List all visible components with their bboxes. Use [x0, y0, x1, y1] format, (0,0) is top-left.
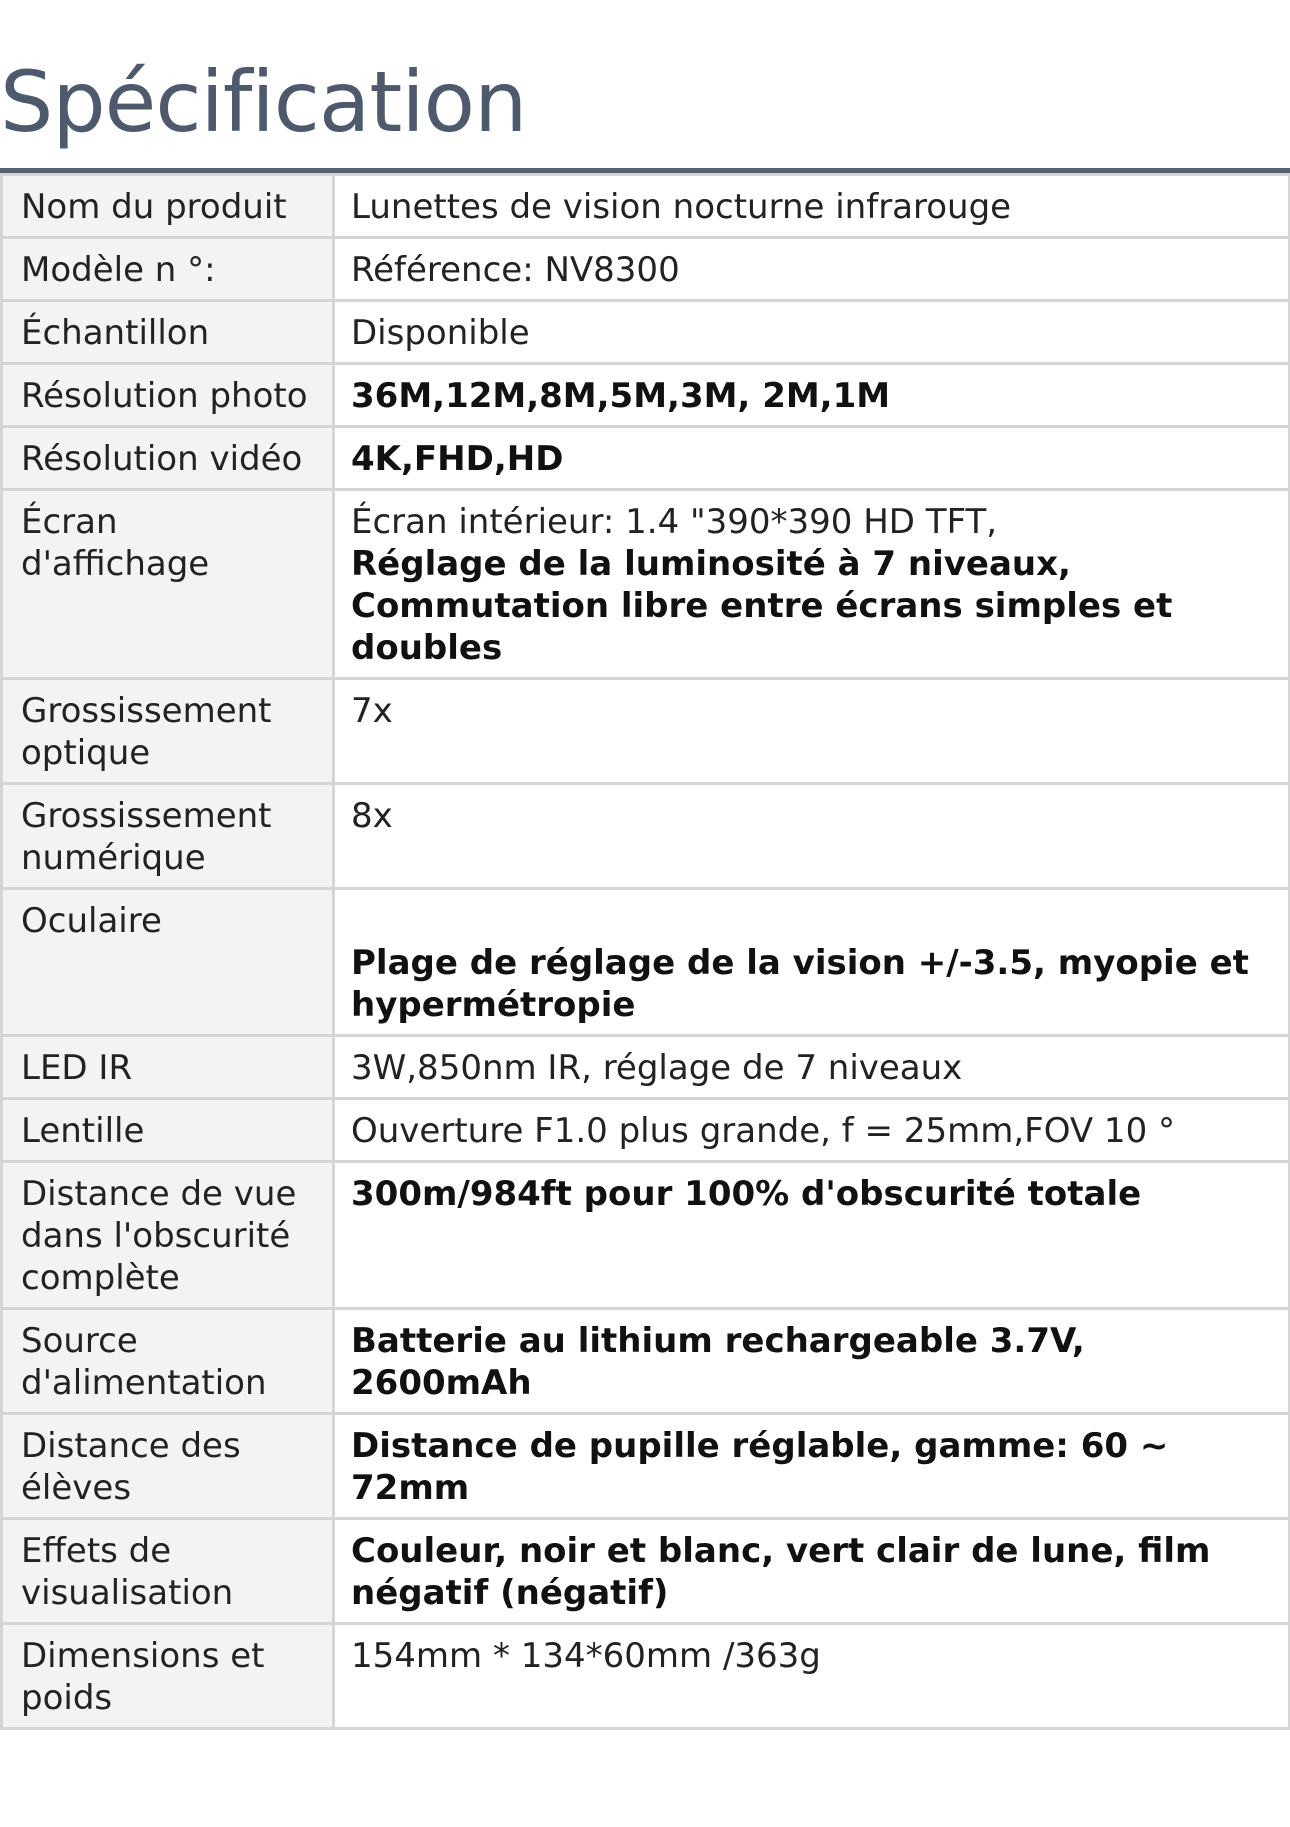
spec-label: Effets de visualisation — [2, 1519, 334, 1624]
spec-value: Disponible — [334, 301, 1290, 364]
spec-value-line: Écran intérieur: 1.4 "390*390 HD TFT, — [351, 502, 998, 542]
spec-value-line: Plage de réglage de la vision +/-3.5, myopie et hypermétropie — [351, 943, 1249, 1025]
spec-row-photo-resolution — [2, 364, 1290, 427]
spec-label: Échantillon — [2, 301, 334, 364]
spec-value-line: Réglage de la luminosité à 7 niveaux, — [351, 544, 1071, 584]
spec-value: 7x — [334, 679, 1290, 784]
spec-row-dimensions-weight — [2, 1624, 1290, 1729]
spec-row-view-effects — [2, 1519, 1290, 1624]
spec-table — [0, 173, 1290, 1730]
spec-row-display — [2, 490, 1290, 679]
spec-value-line: Commutation libre entre écrans simples et doubles — [351, 586, 1173, 668]
spec-value: Couleur, noir et blanc, vert clair de lune, film négatif (négatif) — [334, 1519, 1290, 1624]
spec-value: 4K,FHD,HD — [334, 427, 1290, 490]
spec-value: Référence: NV8300 — [334, 238, 1290, 301]
spec-label: Nom du produit — [2, 175, 334, 238]
spec-label: Écran d'affichage — [2, 490, 334, 679]
spec-label: Dimensions et poids — [2, 1624, 334, 1729]
spec-value: 8x — [334, 784, 1290, 889]
spec-label: LED IR — [2, 1036, 334, 1099]
spec-row-product-name — [2, 175, 1290, 238]
spec-row-sample — [2, 301, 1290, 364]
spec-label: Lentille — [2, 1099, 334, 1162]
spec-label: Source d'alimentation — [2, 1309, 334, 1414]
spec-value: 3W,850nm IR, réglage de 7 niveaux — [334, 1036, 1290, 1099]
spec-row-power-source — [2, 1309, 1290, 1414]
page-title: Spécification — [0, 53, 527, 151]
spec-value: 300m/984ft pour 100% d'obscurité totale — [334, 1162, 1290, 1309]
spec-value: Ouverture F1.0 plus grande, f = 25mm,FOV 10 ° — [334, 1099, 1290, 1162]
spec-row-optical-zoom — [2, 679, 1290, 784]
spec-row-eyepiece — [2, 889, 1290, 1036]
spec-value: Distance de pupille réglable, gamme: 60 ~ 72mm — [334, 1414, 1290, 1519]
spec-row-digital-zoom — [2, 784, 1290, 889]
spec-label: Grossissement numérique — [2, 784, 334, 889]
spec-label: Résolution photo — [2, 364, 334, 427]
spec-row-ir-led — [2, 1036, 1290, 1099]
spec-label: Résolution vidéo — [2, 427, 334, 490]
spec-value-spacer — [351, 900, 1272, 942]
spec-value: Lunettes de vision nocturne infrarouge — [334, 175, 1290, 238]
spec-value — [334, 889, 1290, 1036]
spec-label: Modèle n °: — [2, 238, 334, 301]
spec-value — [334, 490, 1290, 679]
spec-value: 36M,12M,8M,5M,3M, 2M,1M — [334, 364, 1290, 427]
spec-row-lens — [2, 1099, 1290, 1162]
spec-row-pupil-distance — [2, 1414, 1290, 1519]
spec-row-video-resolution — [2, 427, 1290, 490]
spec-label: Oculaire — [2, 889, 334, 1036]
spec-value: 154mm * 134*60mm /363g — [334, 1624, 1290, 1729]
spec-label: Distance des élèves — [2, 1414, 334, 1519]
spec-row-model — [2, 238, 1290, 301]
spec-row-dark-distance — [2, 1162, 1290, 1309]
spec-label: Distance de vue dans l'obscurité complète — [2, 1162, 334, 1309]
spec-label: Grossissement optique — [2, 679, 334, 784]
spec-value: Batterie au lithium rechargeable 3.7V, 2600mAh — [334, 1309, 1290, 1414]
